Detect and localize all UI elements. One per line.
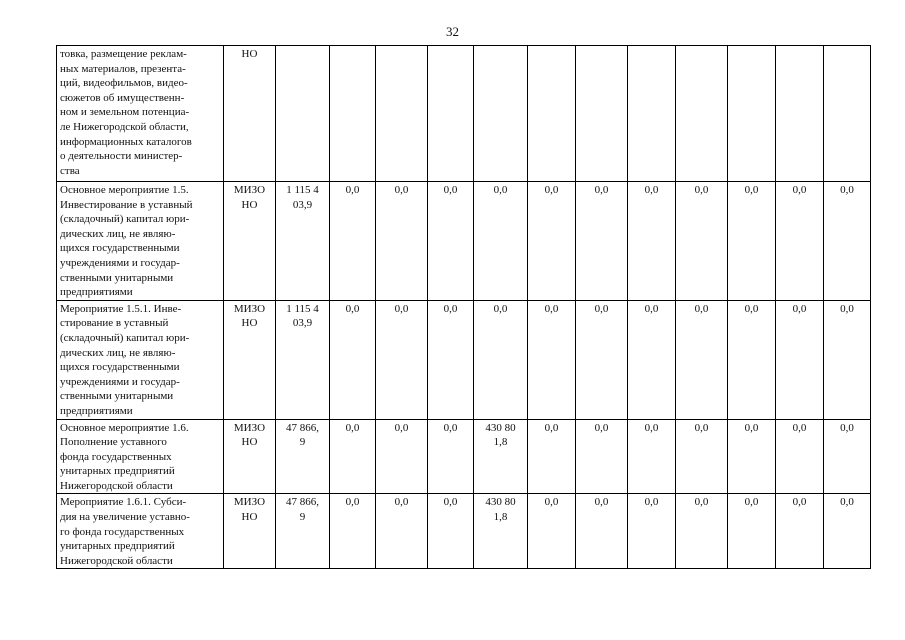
year-value-cell [728, 494, 776, 569]
year-value-cell [676, 419, 728, 494]
executor-cell-line: НО [241, 511, 258, 524]
year-value-cell [728, 182, 776, 301]
activity-description-line: товка, размещение реклам- [60, 48, 187, 60]
activity-description-line: ства [60, 164, 80, 177]
year-value-cell-line [333, 47, 372, 62]
activity-description-line: Основное мероприятие 1.6. [60, 421, 189, 434]
year-value-cell-line: 0,0 [744, 184, 759, 196]
year-value-cell [376, 419, 428, 494]
year-value-cell-line: 0,0 [443, 184, 458, 196]
table-row [57, 182, 871, 301]
activity-description-line: Нижегородской области [60, 479, 173, 492]
year-value-cell-line: 0,0 [544, 496, 559, 509]
year-value-cell [576, 419, 628, 494]
year-value-cell [376, 300, 428, 419]
year-value-cell [330, 46, 376, 182]
activity-description-line: (складочный) капитал юри- [60, 213, 190, 226]
year-value-cell-line: 0,0 [443, 496, 458, 509]
year-value-cell-line: 0,0 [644, 302, 659, 315]
activity-description-line: Основное мероприятие 1.5. [60, 184, 189, 196]
activity-description-line: учреждениями и государ- [60, 375, 180, 388]
activity-description [57, 494, 224, 569]
activity-description-line: Пополнение уставного [60, 436, 167, 449]
year-value-cell-line: 0,0 [694, 421, 709, 434]
year-value-cell-line [477, 316, 524, 331]
year-value-cell [528, 46, 576, 182]
activity-description-line: ном и земельном потенциа- [60, 106, 190, 119]
year-value-cell [428, 494, 474, 569]
activity-description-line: о деятельности министер- [60, 150, 183, 163]
year-value-cell-line: 0,0 [443, 421, 458, 434]
year-value-cell-line: 0,0 [345, 421, 360, 434]
year-value-cell-line [779, 47, 820, 62]
year-value-cell-line: 0,0 [544, 302, 559, 315]
year-value-cell-line: 0,0 [394, 184, 409, 196]
executor-cell [224, 182, 276, 301]
activity-description-line: щихся государственными [60, 242, 180, 255]
activity-description-line: фонда государственных [60, 450, 172, 463]
year-value-cell [628, 46, 676, 182]
year-value-cell [528, 494, 576, 569]
year-value-cell-line: 0,0 [394, 421, 409, 434]
activity-description-line: (складочный) капитал юри- [60, 331, 190, 344]
year-value-cell [776, 419, 824, 494]
year-value-cell-line: 1,8 [493, 511, 508, 524]
year-value-cell [824, 419, 871, 494]
year-value-cell-line [579, 47, 624, 62]
activity-description-line: дия на увеличение уставно- [60, 511, 190, 524]
activity-description-line: унитарных предприятий [60, 465, 175, 478]
year-value-cell-line: 0,0 [594, 302, 609, 315]
year-value-cell [330, 494, 376, 569]
year-value-cell [474, 46, 528, 182]
activity-description-line: учреждениями и государ- [60, 256, 180, 269]
page-number: 32 [446, 24, 459, 39]
table-body [57, 46, 871, 569]
total-amount-cell-line: 9 [299, 436, 306, 449]
year-value-cell [428, 419, 474, 494]
year-value-cell-line: 0,0 [694, 302, 709, 315]
year-value-cell-line [531, 47, 572, 62]
year-value-cell-line: 0,0 [840, 421, 854, 434]
year-value-cell-line [631, 47, 672, 62]
year-value-cell [776, 46, 824, 182]
activity-description-line: сюжетов об имущественн- [60, 91, 185, 104]
year-value-cell [528, 182, 576, 301]
activity-description-line: ных материалов, презента- [60, 62, 186, 75]
year-value-cell-line [477, 47, 524, 62]
year-value-cell [376, 182, 428, 301]
activity-description-line: ственными унитарными [60, 271, 174, 284]
activity-description-line: предприятиями [60, 404, 133, 417]
year-value-cell-line: 430 80 [485, 496, 516, 509]
year-value-cell-line [431, 47, 470, 62]
year-value-cell-line: 0,0 [345, 302, 360, 315]
year-value-cell [728, 46, 776, 182]
executor-cell-line: НО [241, 436, 258, 449]
executor-cell-line: МИЗО [233, 302, 266, 315]
activity-description [57, 300, 224, 419]
year-value-cell-line: 0,0 [544, 184, 559, 196]
year-value-cell-line: 0,0 [594, 184, 609, 196]
year-value-cell [676, 300, 728, 419]
activity-description [57, 182, 224, 301]
executor-cell-line: МИЗО [233, 421, 266, 434]
year-value-cell-line [731, 47, 772, 62]
year-value-cell [676, 494, 728, 569]
total-amount-cell [276, 300, 330, 419]
activity-description-line: ственными унитарными [60, 390, 174, 403]
year-value-cell [330, 300, 376, 419]
year-value-cell [728, 419, 776, 494]
activity-description-line: информационных каталогов [60, 135, 192, 148]
year-value-cell [676, 182, 728, 301]
year-value-cell [628, 494, 676, 569]
year-value-cell-line: 0,0 [792, 496, 807, 509]
year-value-cell [824, 494, 871, 569]
total-amount-cell-line: 9 [299, 511, 306, 524]
year-value-cell [474, 300, 528, 419]
year-value-cell [628, 300, 676, 419]
activity-description-line: унитарных предприятий [60, 540, 175, 553]
activity-description-line: дических лиц, не являю- [60, 227, 176, 240]
year-value-cell [676, 46, 728, 182]
year-value-cell-line: 0,0 [744, 496, 759, 509]
year-value-cell [330, 419, 376, 494]
year-value-cell-line: 0,0 [694, 184, 709, 196]
year-value-cell [776, 300, 824, 419]
total-amount-cell-line: 1 115 4 [286, 184, 319, 196]
year-value-cell-line: 0,0 [493, 184, 508, 196]
year-value-cell [576, 300, 628, 419]
year-value-cell-line: 0,0 [644, 421, 659, 434]
total-amount-cell-line: 47 866, [286, 421, 319, 434]
year-value-cell [576, 46, 628, 182]
executor-cell-line: МИЗО [233, 496, 266, 509]
year-value-cell-line: 0,0 [443, 302, 458, 315]
activity-description-line: Инвестирование в уставный [60, 198, 193, 211]
year-value-cell-line: 0,0 [840, 302, 854, 315]
year-value-cell [474, 182, 528, 301]
activity-description-line: ций, видеофильмов, видео- [60, 77, 188, 90]
executor-cell-line: МИЗО [233, 184, 266, 196]
executor-cell-line: НО [241, 198, 258, 211]
year-value-cell [428, 46, 474, 182]
year-value-cell [376, 46, 428, 182]
year-value-cell [576, 494, 628, 569]
year-value-cell-line: 0,0 [744, 421, 759, 434]
year-value-cell-line [333, 62, 372, 77]
year-value-cell-line: 0,0 [345, 184, 360, 196]
executor-cell [224, 494, 276, 569]
activity-description-line: дических лиц, не являю- [60, 346, 176, 359]
year-value-cell [576, 182, 628, 301]
activity-description-line: Нижегородской области [60, 554, 173, 567]
activity-description-line: ле Нижегородской области, [60, 120, 189, 133]
activity-description-line: Мероприятие 1.5.1. Инве- [60, 302, 182, 315]
year-value-cell [428, 300, 474, 419]
activity-description-line: го фонда государственных [60, 525, 185, 538]
year-value-cell [528, 300, 576, 419]
executor-cell-line: НО [241, 48, 258, 60]
executor-cell [224, 46, 276, 182]
year-value-cell-line: 0,0 [644, 184, 659, 196]
year-value-cell-line: 0,0 [594, 421, 609, 434]
year-value-cell-line: 0,0 [694, 496, 709, 509]
total-amount-cell [276, 182, 330, 301]
total-amount-cell-line: 1 115 4 [286, 302, 319, 315]
year-value-cell [824, 182, 871, 301]
activity-description-line: стирование в уставный [60, 317, 169, 330]
year-value-cell [776, 494, 824, 569]
table-row [57, 300, 871, 419]
year-value-cell [728, 300, 776, 419]
year-value-cell-line: 0,0 [394, 302, 409, 315]
table-row [57, 46, 871, 182]
total-amount-cell [276, 494, 330, 569]
executor-cell-line: НО [241, 317, 258, 330]
year-value-cell [628, 182, 676, 301]
total-amount-cell [276, 46, 330, 182]
year-value-cell-line: 0,0 [493, 302, 508, 315]
table-row [57, 494, 871, 569]
activity-description-line: Мероприятие 1.6.1. Субси- [60, 496, 187, 509]
year-value-cell [330, 182, 376, 301]
year-value-cell [824, 300, 871, 419]
year-value-cell-line [827, 47, 867, 62]
total-amount-cell-line: 03,9 [292, 317, 313, 330]
year-value-cell-line [477, 198, 524, 213]
total-amount-cell-line: 03,9 [292, 198, 313, 211]
year-value-cell [474, 494, 528, 569]
year-value-cell-line: 0,0 [594, 496, 609, 509]
year-value-cell [474, 419, 528, 494]
activity-description-line: щихся государственными [60, 361, 180, 374]
total-amount-cell [276, 419, 330, 494]
activity-description [57, 46, 224, 182]
total-amount-cell-line [279, 47, 326, 62]
year-value-cell [824, 46, 871, 182]
year-value-cell-line: 0,0 [644, 496, 659, 509]
activity-description [57, 419, 224, 494]
activity-description-line: предприятиями [60, 286, 133, 299]
year-value-cell-line: 430 80 [485, 421, 516, 434]
year-value-cell [376, 494, 428, 569]
budget-table [56, 45, 871, 569]
executor-cell [224, 300, 276, 419]
year-value-cell [428, 182, 474, 301]
year-value-cell-line: 0,0 [792, 421, 807, 434]
year-value-cell-line: 0,0 [792, 184, 807, 196]
year-value-cell-line: 0,0 [744, 302, 759, 315]
table-row [57, 419, 871, 494]
year-value-cell [528, 419, 576, 494]
year-value-cell-line: 0,0 [840, 496, 854, 509]
year-value-cell-line: 0,0 [840, 184, 854, 196]
year-value-cell-line: 0,0 [394, 496, 409, 509]
year-value-cell-line: 1,8 [493, 436, 508, 449]
year-value-cell-line: 0,0 [792, 302, 807, 315]
year-value-cell-line: 0,0 [345, 496, 360, 509]
year-value-cell [776, 182, 824, 301]
year-value-cell-line [379, 47, 424, 62]
total-amount-cell-line: 47 866, [286, 496, 319, 509]
executor-cell [224, 419, 276, 494]
year-value-cell-line: 0,0 [544, 421, 559, 434]
year-value-cell-line [679, 47, 724, 62]
year-value-cell [628, 419, 676, 494]
